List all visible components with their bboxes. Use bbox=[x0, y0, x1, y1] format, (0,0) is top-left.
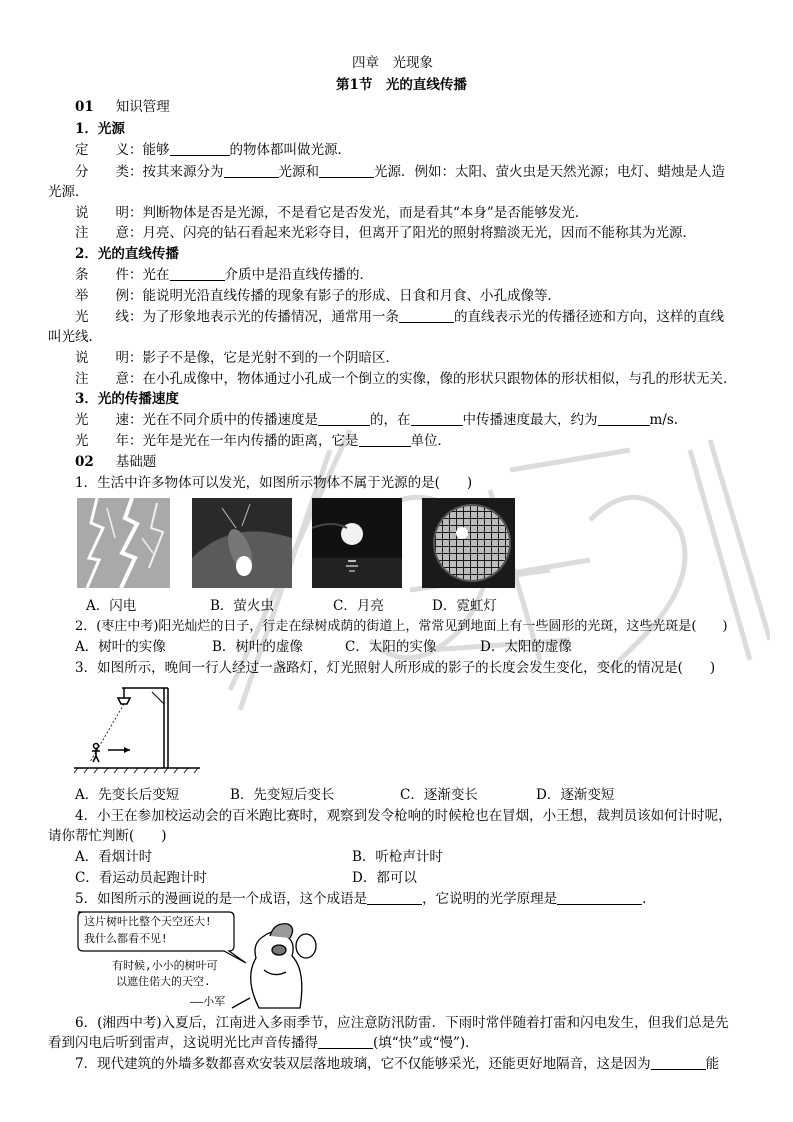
label: 说 明： bbox=[75, 205, 143, 221]
question-6: 6．(湘西中考)入夏后，江南进入多雨季节，应注意防汛防雷．下雨时常伴随着打雷和闪电发生，但我们总是先 bbox=[75, 1015, 729, 1031]
label: 条 件： bbox=[75, 267, 143, 283]
classification-line bbox=[75, 163, 725, 181]
fill-blank[interactable] bbox=[367, 892, 422, 905]
ray-line bbox=[75, 308, 724, 326]
subheading-speed: 3．光的传播速度 bbox=[75, 391, 179, 407]
fill-blank[interactable] bbox=[399, 310, 454, 323]
q3-option-c[interactable]: C．逐渐变长 bbox=[400, 787, 478, 803]
q3-option-a[interactable]: A．先变长后变短 bbox=[75, 787, 180, 803]
q1-option-a[interactable]: A．闪电 bbox=[86, 598, 137, 614]
label: 举 例： bbox=[75, 288, 143, 304]
fill-blank[interactable] bbox=[318, 1036, 373, 1049]
text: ，它说明的光学原理是 bbox=[422, 891, 558, 907]
moon-photo bbox=[312, 498, 402, 588]
cartoon-signature: ——小军 bbox=[190, 995, 226, 1008]
question-4: 4．小王在参加校运动会的百米跑比赛时，观察到发令枪响的时候枪也在冒烟，小王想，裁判员该如何计时呢， bbox=[75, 808, 732, 824]
fill-blank[interactable] bbox=[319, 165, 374, 178]
text: 光源．例如：太阳、萤火虫是天然光源；电灯、蜡烛是人造 bbox=[374, 164, 725, 180]
question-1: 1．生活中许多物体可以发光，如图所示物体不属于光源的是( ) bbox=[75, 475, 473, 491]
question-5 bbox=[75, 890, 646, 908]
text: 月亮、闪亮的钻石看起来光彩夺目，但离开了阳光的照射将黯淡无光，因而不能称其为光源． bbox=[142, 225, 696, 241]
note-1 bbox=[75, 204, 588, 222]
section-number: 01 bbox=[75, 99, 94, 115]
section-02-heading bbox=[75, 453, 156, 471]
text: 单位． bbox=[410, 433, 451, 449]
unit: m/s. bbox=[649, 412, 679, 428]
text: 的物体都叫做光源． bbox=[229, 142, 351, 158]
classification-wrap: 光源． bbox=[48, 184, 89, 200]
label: 注 意： bbox=[75, 225, 143, 241]
text: 为了形象地表示光的传播情况，通常用一条 bbox=[142, 309, 399, 325]
subheading-straight-line: 2．光的直线传播 bbox=[75, 246, 179, 262]
question-6-wrap bbox=[48, 1034, 479, 1052]
subheading-light-source: 1．光源 bbox=[75, 121, 125, 137]
label: 定 义： bbox=[75, 142, 143, 158]
lightning-photo bbox=[77, 498, 170, 588]
warning-2 bbox=[75, 370, 737, 388]
question-4-wrap: 请你帮忙判断( ) bbox=[48, 828, 167, 844]
speech-bubble-line-2: 我什么都看不见! bbox=[84, 932, 168, 945]
q3-option-b[interactable]: B．先变短后变长 bbox=[230, 787, 335, 803]
label: 说 明： bbox=[75, 350, 143, 366]
text: 能够 bbox=[142, 142, 170, 158]
text: 按其来源分为 bbox=[142, 164, 224, 180]
firefly-photo bbox=[192, 498, 292, 588]
q3-option-d[interactable]: D．逐渐变短 bbox=[536, 787, 615, 803]
text: 光在 bbox=[142, 267, 170, 283]
text: 介质中是沿直线传播的． bbox=[224, 267, 373, 283]
text: 判断物体是否是光源，不是看它是否发光，而是看其“本身”是否能够发光． bbox=[142, 205, 589, 221]
text: (填“快”或“慢”)． bbox=[373, 1035, 479, 1051]
text: 能 bbox=[705, 1056, 720, 1072]
question-7 bbox=[75, 1055, 719, 1073]
condition-line bbox=[75, 266, 373, 284]
text: . bbox=[642, 891, 647, 907]
example-line bbox=[75, 287, 561, 305]
label: 分 类： bbox=[75, 164, 143, 180]
q4-option-c[interactable]: C．看运动员起跑计时 bbox=[75, 870, 207, 886]
neon-lamp-photo bbox=[422, 498, 515, 588]
chapter-title: 四章 光现象 bbox=[352, 55, 433, 71]
section-number: 02 bbox=[75, 454, 94, 470]
definition-line bbox=[75, 141, 351, 159]
q1-option-b[interactable]: B．萤火虫 bbox=[210, 598, 274, 614]
text: 能说明光沿直线传播的现象有影子的形成、日食和月食、小孔成像等． bbox=[142, 288, 561, 304]
cartoon-caption-2: 以遮住偌大的天空. bbox=[116, 975, 211, 988]
fill-blank[interactable] bbox=[598, 413, 650, 426]
fill-blank[interactable] bbox=[411, 413, 463, 426]
ray-wrap: 叫光线． bbox=[48, 329, 102, 345]
section-01-heading bbox=[75, 98, 170, 116]
speed-line bbox=[75, 411, 678, 429]
label: 光 速： bbox=[75, 412, 143, 428]
warning-1 bbox=[75, 224, 696, 242]
q4-option-b[interactable]: B．听枪声计时 bbox=[352, 849, 443, 865]
text: 光在不同介质中的传播速度是 bbox=[142, 412, 318, 428]
note-2 bbox=[75, 349, 399, 367]
q1-option-c[interactable]: C．月亮 bbox=[333, 598, 384, 614]
section-title: 第1节 光的直线传播 bbox=[336, 77, 467, 93]
q4-option-d[interactable]: D．都可以 bbox=[352, 870, 417, 886]
text: 5．如图所示的漫画说的是一个成语，这个成语是 bbox=[75, 891, 368, 907]
question-2: 2．(枣庄中考)阳光灿烂的日子，行走在绿树成荫的街道上，常常见到地面上有一些圆形的光斑，这些光斑是( ) bbox=[75, 619, 728, 634]
fill-blank[interactable] bbox=[318, 413, 370, 426]
text: 7．现代建筑的外墙多数都喜欢安装双层落地玻璃，它不仅能够采光，还能更好地隔音，这是因为 bbox=[75, 1056, 651, 1072]
label: 光 线： bbox=[75, 309, 143, 325]
q1-option-d[interactable]: D．霓虹灯 bbox=[432, 598, 497, 614]
label: 光 年： bbox=[75, 433, 143, 449]
text: 中传播速度最大，约为 bbox=[462, 412, 598, 428]
light-year-line bbox=[75, 432, 451, 450]
fill-blank[interactable] bbox=[557, 892, 642, 905]
q2-option-b[interactable]: B．树叶的虚像 bbox=[212, 639, 303, 655]
text: 光源和 bbox=[278, 164, 319, 180]
fill-blank[interactable] bbox=[224, 165, 279, 178]
text: 看到闪电后听到雷声，这说明光比声音传播得 bbox=[48, 1035, 318, 1051]
q2-option-a[interactable]: A．树叶的实像 bbox=[75, 639, 166, 655]
text: 影子不是像，它是光射不到的一个阴暗区． bbox=[142, 350, 399, 366]
q2-option-c[interactable]: C．太阳的实像 bbox=[345, 639, 437, 655]
section-heading-text: 知识管理 bbox=[115, 99, 170, 115]
text: 光年是光在一年内传播的距离，它是 bbox=[142, 433, 359, 449]
section-heading-text: 基础题 bbox=[115, 454, 157, 470]
fill-blank[interactable] bbox=[170, 268, 225, 281]
fill-blank[interactable] bbox=[170, 143, 230, 156]
cartoon-caption-1: 有时候,小小的树叶可 bbox=[112, 959, 218, 972]
question-3: 3．如图所示，晚间一行人经过一盏路灯，灯光照射人所形成的影子的长度会发生变化，变化的情况是( ) bbox=[75, 660, 716, 676]
q4-option-a[interactable]: A．看烟计时 bbox=[75, 849, 153, 865]
fill-blank[interactable] bbox=[359, 434, 411, 447]
q2-option-d[interactable]: D．太阳的虚像 bbox=[480, 639, 572, 655]
speech-bubble-line-1: 这片树叶比整个天空还大! bbox=[84, 915, 212, 928]
text: 的直线表示光的传播径迹和方向，这样的直线 bbox=[454, 309, 724, 325]
streetlamp-diagram bbox=[72, 684, 202, 776]
text: 在小孔成像中，物体通过小孔成一个倒立的实像，像的形状只跟物体的形状相似，与孔的形状无关． bbox=[142, 371, 737, 387]
label: 注 意： bbox=[75, 371, 143, 387]
fill-blank[interactable] bbox=[651, 1057, 706, 1070]
text: 的，在 bbox=[370, 412, 411, 428]
